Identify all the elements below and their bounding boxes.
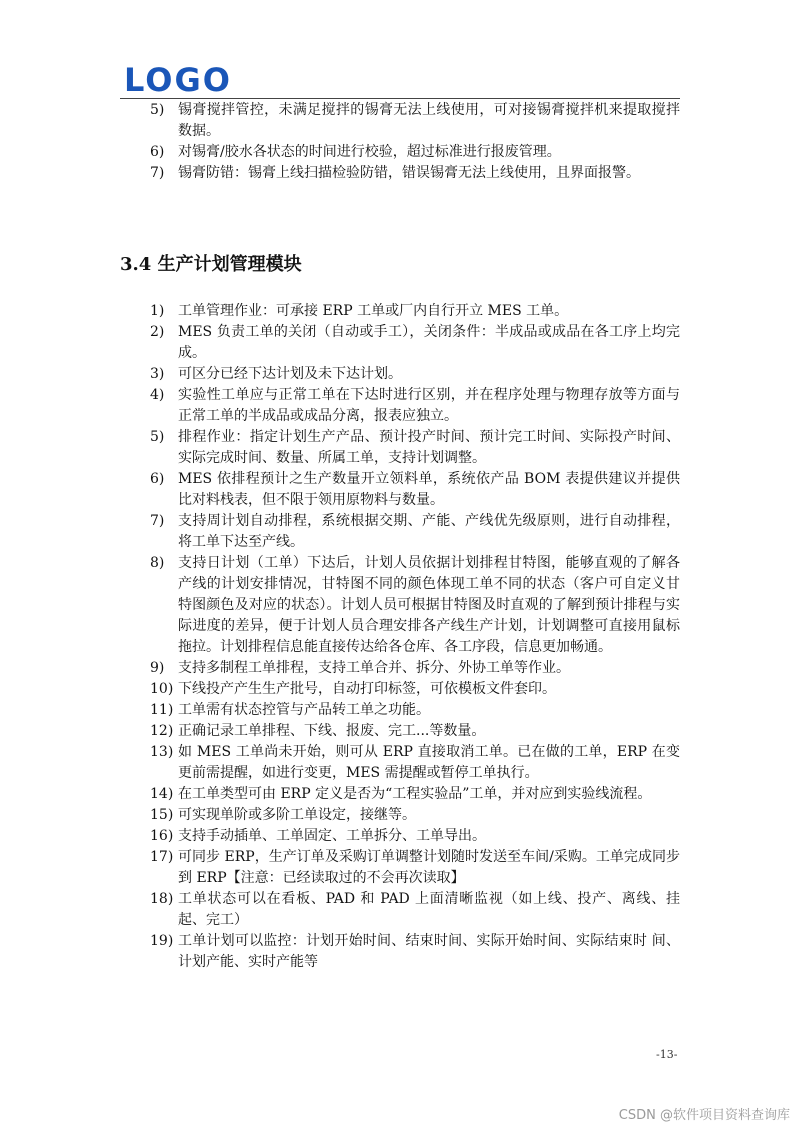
production-plan-list xyxy=(150,301,680,973)
section-heading: 3.4 生产计划管理模块 xyxy=(120,254,302,275)
list-item: 18) 工单状态可以在看板、PAD 和 PAD 上面清晰监视（如上线、投产、离线、挂起、完工） xyxy=(150,891,680,928)
header-divider xyxy=(120,98,680,99)
continued-list xyxy=(150,100,680,184)
list-item: 15) 可实现单阶或多阶工单设定，接继等。 xyxy=(150,807,416,823)
list-item: 13) 如 MES 工单尚未开始，则可从 ERP 直接取消工单。已在做的工单，ERP 在变更前需提醒，如进行变更，MES 需提醒或暂停工单执行。 xyxy=(150,744,680,781)
list-item: 7) 支持周计划自动排程，系统根据交期、产能、产线优先级原则，进行自动排程，将工单下达至产线。 xyxy=(150,513,680,550)
list-item: 2) MES 负责工单的关闭（自动或手工），关闭条件：半成品或成品在各工序上均完成。 xyxy=(150,324,680,361)
list-item: 17) 可同步 ERP，生产订单及采购订单调整计划随时发送至车间/采购。工单完成同步到 ERP【注意：已经读取过的不会再次读取】 xyxy=(150,849,680,886)
list-item: 1) 工单管理作业：可承接 ERP 工单或厂内自行开立 MES 工单。 xyxy=(150,303,569,319)
list-item: 6) MES 依排程预计之生产数量开立领料单，系统依产品 BOM 表提供建议并提供比对料栈表，但不限于领用原物料与数量。 xyxy=(150,471,680,508)
list-item: 19) 工单计划可以监控：计划开始时间、结束时间、实际开始时间、实际结束时 间、计划产能、实时产能等 xyxy=(150,933,680,970)
company-logo: LOGO xyxy=(124,61,232,99)
list-item: 8) 支持日计划（工单）下达后，计划人员依据计划排程甘特图，能够直观的了解各产线的计划安排情况，甘特图不同的颜色体现工单不同的状态（客户可自定义甘特图颜色及对应的状态）。计划人员可根据甘特图及时直观的了解到预计排程与实际进度的差异，便于计划人员合理安排各产线生产计划，计划调整可直接用鼠标拖拉。计划排程信息能直接传达给各仓库、各工序段，信息更加畅通。 xyxy=(150,555,680,655)
list-item: 10) 下线投产产生生产批号，自动打印标签，可依模板文件套印。 xyxy=(150,681,556,697)
list-item: 7) 锡膏防错：锡膏上线扫描检验防错，错误锡膏无法上线使用，且界面报警。 xyxy=(150,165,640,181)
list-item: 3) 可区分已经下达计划及未下达计划。 xyxy=(150,366,402,382)
watermark: CSDN @软件项目资料查询库 xyxy=(618,1108,790,1123)
list-item: 5) 排程作业：指定计划生产产品、预计投产时间、预计完工时间、实际投产时间、实际完成时间、数量、所属工单，支持计划调整。 xyxy=(150,429,680,466)
list-item: 4) 实验性工单应与正常工单在下达时进行区别，并在程序处理与物理存放等方面与正常工单的半成品或成品分离，报表应独立。 xyxy=(150,387,680,424)
list-item: 9) 支持多制程工单排程，支持工单合并、拆分、外协工单等作业。 xyxy=(150,660,570,676)
list-item: 16) 支持手动插单、工单固定、工单拆分、工单导出。 xyxy=(150,828,486,844)
page-number: -13- xyxy=(656,1048,678,1061)
list-item: 11) 工单需有状态控管与产品转工单之功能。 xyxy=(150,702,430,718)
list-item: 12) 正确记录工单排程、下线、报废、完工...等数量。 xyxy=(150,723,486,739)
list-item: 6) 对锡膏/胶水各状态的时间进行校验，超过标准进行报废管理。 xyxy=(150,144,561,160)
list-item: 5) 锡膏搅拌管控，未满足搅拌的锡膏无法上线使用，可对接锡膏搅拌机来提取搅拌数据。 xyxy=(150,102,680,139)
list-item: 14) 在工单类型可由 ERP 定义是否为“工程实验品”工单，并对应到实验线流程。 xyxy=(150,786,652,802)
